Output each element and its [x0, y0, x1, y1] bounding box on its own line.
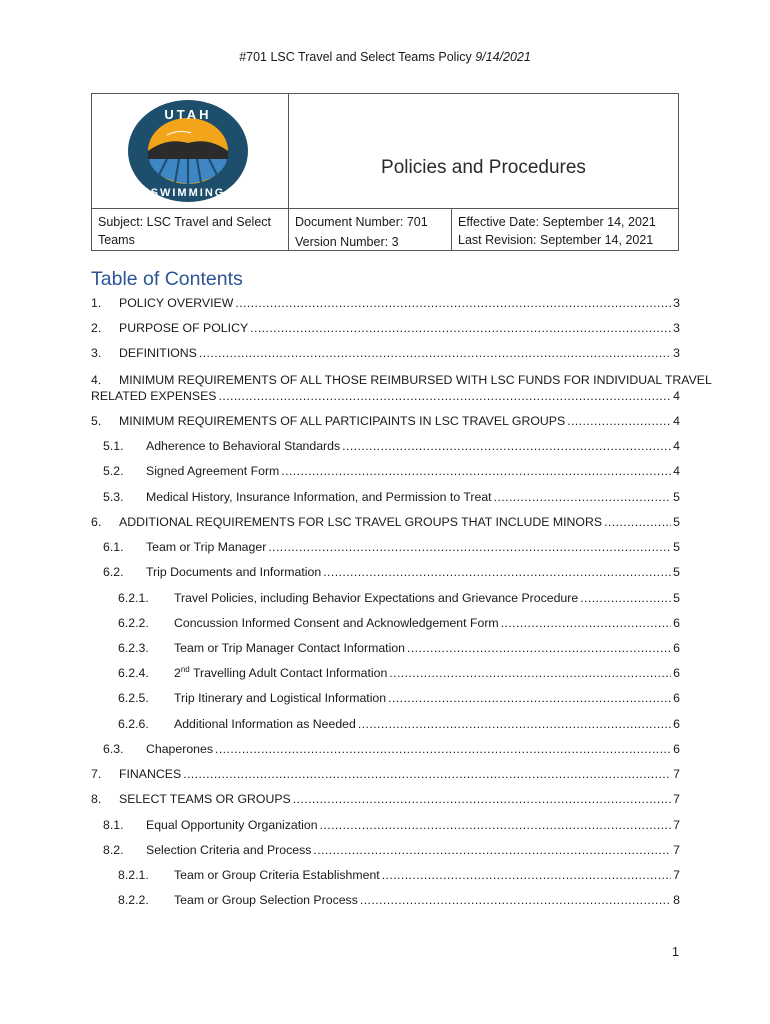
toc-entry-text: DEFINITIONS	[119, 346, 197, 360]
document-meta-row	[92, 208, 678, 250]
toc-entry-number: 6.2.5.	[118, 691, 149, 705]
toc-entry[interactable]	[91, 321, 680, 339]
toc-entry-page: 6	[673, 616, 680, 630]
subject-cell	[92, 209, 289, 251]
toc-entry-page: 7	[673, 792, 680, 806]
document-number-cell	[289, 209, 452, 251]
toc-heading: Table of Contents	[91, 268, 243, 290]
toc-entry-text: Team or Group Selection Process	[174, 893, 358, 907]
toc-leader	[360, 893, 671, 907]
toc-entry[interactable]	[91, 641, 680, 659]
toc-entry-text: Team or Trip Manager Contact Information	[174, 641, 406, 655]
toc-entry[interactable]	[91, 515, 680, 533]
toc-entry-text: Medical History, Insurance Information, and Permission to Treat	[146, 490, 492, 504]
toc-entry-text: ADDITIONAL REQUIREMENTS FOR LSC TRAVEL GROUPS THAT INCLUDE MINORS	[119, 515, 603, 529]
toc-entry-number: 6.2.3.	[118, 641, 149, 655]
toc-entry-number: 8.	[91, 792, 102, 806]
toc-leader	[494, 490, 672, 504]
toc-entry-page: 3	[673, 296, 680, 310]
toc-entry-text: MINIMUM REQUIREMENTS OF ALL THOSE REIMBURSED WITH LSC FUNDS FOR INDIVIDUAL TRAVEL	[119, 373, 712, 387]
document-number: Document Number: 701	[295, 215, 428, 229]
toc-entry-number: 6.	[91, 515, 102, 529]
toc-leader	[313, 843, 671, 857]
toc-entry-text: POLICY OVERVIEW	[119, 296, 234, 310]
running-header-title: #701 LSC Travel and Select Teams Policy	[239, 50, 476, 64]
toc-entry-number: 5.1.	[103, 439, 124, 453]
toc-entry[interactable]	[91, 893, 680, 911]
toc-entry-number: 6.2.4.	[118, 666, 149, 680]
logo-bottom-text: SWIMMING	[150, 187, 226, 199]
toc-leader	[293, 792, 671, 806]
toc-entry[interactable]	[91, 591, 680, 609]
toc-leader	[501, 616, 671, 630]
toc-entry[interactable]	[91, 346, 680, 364]
toc-entry-page: 5	[673, 591, 680, 605]
toc-entry[interactable]	[91, 691, 680, 709]
dates-cell	[452, 209, 678, 251]
toc-entry-page: 3	[673, 346, 680, 360]
toc-entry-page: 6	[673, 691, 680, 705]
logo-top-text: UTAH	[164, 107, 212, 122]
toc-entry[interactable]	[91, 868, 680, 886]
toc-entry-text: Team or Group Criteria Establishment	[174, 868, 380, 882]
toc-entry-page: 7	[673, 818, 680, 832]
toc-leader	[323, 565, 671, 579]
toc-entry-number: 8.2.1.	[118, 868, 149, 882]
toc-entry-page: 7	[673, 767, 680, 781]
logo-cell	[92, 94, 289, 208]
toc-entry-page: 4	[673, 464, 680, 478]
toc-entry-number: 5.3.	[103, 490, 124, 504]
toc-entry[interactable]	[91, 565, 680, 583]
toc-entry-number: 6.3.	[103, 742, 124, 756]
toc-entry-number: 8.2.2.	[118, 893, 149, 907]
toc-leader	[342, 439, 671, 453]
toc-entry[interactable]	[91, 843, 680, 861]
toc-entry-text: Travel Policies, including Behavior Expectations and Grievance Procedure	[174, 591, 579, 605]
toc-entry-text: MINIMUM REQUIREMENTS OF ALL PARTICIPAINTS IN LSC TRAVEL GROUPS	[119, 414, 566, 428]
toc-entry-number: 1.	[91, 296, 102, 310]
page-number: 1	[672, 945, 679, 959]
document-header-table	[91, 93, 679, 251]
toc-entry[interactable]	[91, 818, 680, 836]
toc-leader	[235, 296, 671, 310]
toc-entry-text: Signed Agreement Form	[146, 464, 280, 478]
toc-entry-number: 6.2.1.	[118, 591, 149, 605]
toc-entry-page: 4	[673, 414, 680, 428]
toc-entry[interactable]	[91, 616, 680, 634]
toc-leader	[389, 666, 671, 680]
toc-entry[interactable]	[91, 372, 712, 404]
toc-leader	[407, 641, 671, 655]
toc-entry-page: 7	[673, 868, 680, 882]
toc-entry-text: Additional Information as Needed	[174, 717, 356, 731]
toc-entry[interactable]	[91, 439, 680, 457]
toc-entry[interactable]	[91, 767, 680, 785]
toc-leader	[268, 540, 671, 554]
document-title: Policies and Procedures	[381, 157, 586, 178]
toc-entry-text: Trip Itinerary and Logistical Information	[174, 691, 387, 705]
toc-entry[interactable]	[91, 792, 680, 810]
toc-entry-page: 4	[673, 389, 680, 403]
toc-entry-text: Concussion Informed Consent and Acknowledgement Form	[174, 616, 499, 630]
toc-leader	[388, 691, 671, 705]
toc-entry-number: 6.1.	[103, 540, 124, 554]
running-header-date: 9/14/2021	[475, 50, 531, 64]
toc-entry[interactable]	[91, 717, 680, 735]
toc-entry-number: 8.1.	[103, 818, 124, 832]
toc-entry-text: Selection Criteria and Process	[146, 843, 312, 857]
toc-leader	[382, 868, 671, 882]
toc-leader	[281, 464, 671, 478]
toc-entry-text: SELECT TEAMS OR GROUPS	[119, 792, 291, 806]
toc-entry[interactable]	[91, 742, 680, 760]
effective-date: Effective Date: September 14, 2021	[458, 215, 656, 229]
toc-leader	[604, 515, 671, 529]
toc-entry-number: 6.2.2.	[118, 616, 149, 630]
subject-line-2: Teams	[98, 233, 135, 247]
toc-entry-page: 7	[673, 843, 680, 857]
toc-entry-page: 8	[673, 893, 680, 907]
toc-entry-number: 6.2.6.	[118, 717, 149, 731]
toc-entry-number: 6.2.	[103, 565, 124, 579]
toc-entry-page: 6	[673, 641, 680, 655]
toc-entry-number: 5.	[91, 414, 102, 428]
toc-entry[interactable]	[91, 414, 680, 432]
toc-entry-text: Equal Opportunity Organization	[146, 818, 318, 832]
version-number: Version Number: 3	[295, 235, 399, 249]
toc-entry-page: 3	[673, 321, 680, 335]
toc-entry-number: 4.	[91, 373, 102, 387]
subject-line-1: Subject: LSC Travel and Select	[98, 215, 272, 229]
toc-entry[interactable]	[91, 540, 680, 558]
toc-entry-number: 2.	[91, 321, 102, 335]
toc-leader	[567, 414, 671, 428]
toc-entry[interactable]	[91, 490, 680, 508]
title-cell	[289, 94, 678, 208]
toc-entry-page: 5	[673, 565, 680, 579]
toc-entry-text: Chaperones	[146, 742, 213, 756]
toc-leader	[250, 321, 671, 335]
last-revision: Last Revision: September 14, 2021	[458, 233, 654, 247]
toc-entry[interactable]	[91, 464, 680, 482]
toc-entry[interactable]	[91, 666, 680, 684]
toc-entry-page: 5	[673, 490, 680, 504]
toc-entry-page: 5	[673, 540, 680, 554]
toc-entry[interactable]	[91, 296, 680, 314]
toc-leader	[580, 591, 671, 605]
toc-entry-number: 7.	[91, 767, 102, 781]
toc-entry-text: PURPOSE OF POLICY	[119, 321, 249, 335]
toc-entry-page: 6	[673, 717, 680, 731]
toc-entry-text-continued: RELATED EXPENSES	[91, 389, 217, 403]
toc-leader	[215, 742, 671, 756]
toc-leader	[320, 818, 672, 832]
toc-leader	[219, 388, 672, 404]
utah-swimming-logo	[127, 99, 249, 203]
toc-entry-text: Trip Documents and Information	[146, 565, 322, 579]
toc-entry-text: FINANCES	[119, 767, 182, 781]
toc-entry-page: 6	[673, 742, 680, 756]
toc-entry-text: 2nd Travelling Adult Contact Information	[174, 664, 388, 680]
toc-entry-number: 3.	[91, 346, 102, 360]
toc-leader	[199, 346, 671, 360]
toc-leader	[358, 717, 671, 731]
toc-entry-text: Team or Trip Manager	[146, 540, 267, 554]
toc-entry-number: 5.2.	[103, 464, 124, 478]
toc-entry-page: 6	[673, 666, 680, 680]
running-header	[0, 50, 770, 64]
toc-entry-number: 8.2.	[103, 843, 124, 857]
toc-entry-page: 5	[673, 515, 680, 529]
toc-entry-text: Adherence to Behavioral Standards	[146, 439, 341, 453]
toc-entry-page: 4	[673, 439, 680, 453]
toc-leader	[183, 767, 671, 781]
